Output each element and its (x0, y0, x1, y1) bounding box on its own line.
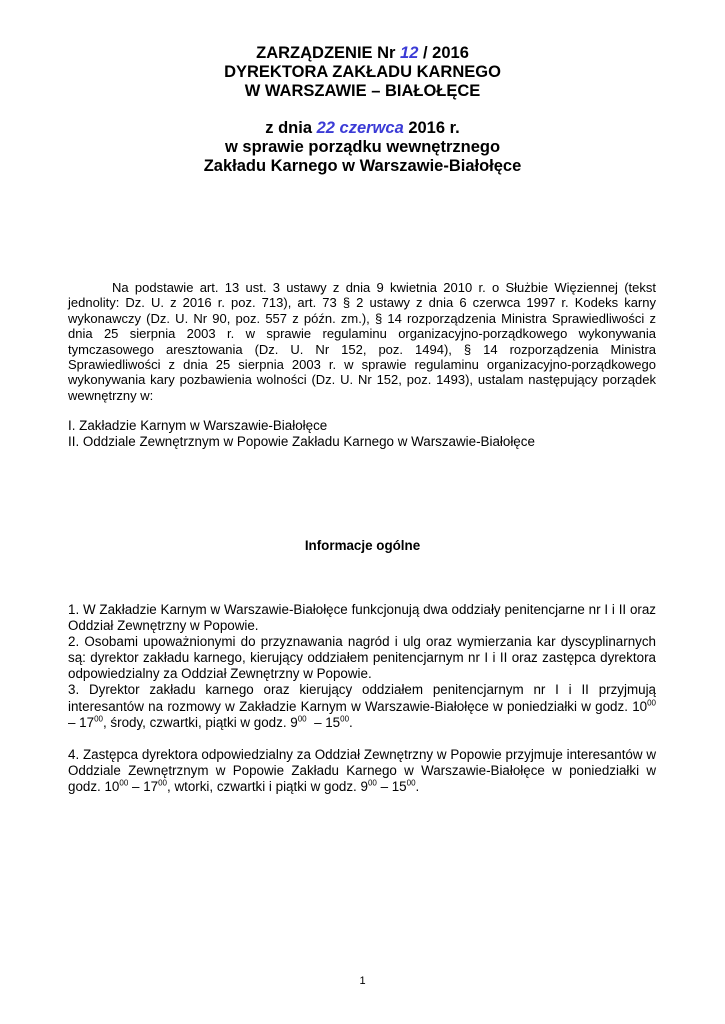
legal-basis-paragraph (68, 280, 656, 403)
unit-item: I. Zakładzie Karnym w Warszawie-Białołęce (68, 418, 328, 433)
order-title: ZARZĄDZENIE Nr 12 / 2016 (256, 44, 469, 62)
legal-basis-text: Na podstawie art. 13 ust. 3 ustawy z dnia 9 kwietnia 2010 r. o Służbie Więziennej (tekst jednolity: Dz. U. z 2016 r. poz. 713), art. 73 § 2 ustawy z dnia 6 czerwca 1997 r. Kodeks karny wykonawczy (Dz. U. Nr 90, poz. 557 z późn. zm.), § 14 rozporządzenia Ministra Sprawiedliwości z dnia 25 sierpnia 2003 r. w sprawie regulaminu organizacyjno-porządkowego wykonywania tymczasowego aresztowania (Dz. U. Nr 152, poz. 1494), § 14 rozporządzenia Ministra Sprawiedliwości z dnia 25 sierpnia 2003 r. w sprawie regulaminu organizacyjno-porządkowego wykonywania kary pozbawienia wolności (Dz. U. Nr 152, poz. 1493), ustalam następujący porządek wewnętrzny w: (68, 280, 656, 403)
point-2: 2. Osobami upoważnionymi do przyznawania nagród i ulg oraz wymierzania kar dyscyplinarnych są: dyrektor zakładu karnego, kierujący oddziałem penitencjarnym nr I i II oraz zastępca dyrektora odpowiedzialny za Oddział Zewnętrzny w Popowie. (68, 634, 656, 682)
order-date-value: 22 czerwca (316, 119, 404, 137)
unit-item: II. Oddziale Zewnętrznym w Popowie Zakładu Karnego w Warszawie-Białołęce (68, 434, 535, 449)
units-list (68, 418, 668, 450)
section-title: Informacje ogólne (304, 538, 421, 553)
issuer-line: DYREKTORA ZAKŁADU KARNEGO (224, 63, 501, 81)
order-number: 12 (400, 44, 419, 62)
point-3: 3. Dyrektor zakładu karnego oraz kierujący oddziałem penitencjarnym nr I i II przyjmują interesantów na rozmowy w Zakładzie Karnym w Warszawie-Białołęce w poniedziałki w godz. $10^{00} - 17^{00}$, środy, czwartki, piątki w godz. $9^{00} - 15^{00}$. (68, 682, 656, 730)
general-info-body (68, 602, 656, 795)
order-date: z dnia 22 czerwca 2016 r. (265, 119, 460, 137)
page-number: 1 (359, 975, 366, 987)
subject-line-2: Zakładu Karnego w Warszawie-Białołęce (203, 157, 522, 175)
point-4: 4. Zastępca dyrektora odpowiedzialny za Oddział Zewnętrzny w Popowie przyjmuje interesantów w Oddziale Zewnętrznym w Popowie Zakładu Karnego w Warszawie-Białołęce w poniedziałki w godz. $10^{00} - 17^{00}$, wtorki, czwartki i piątki w godz. $9^{00} - 15^{00}$. (68, 746, 656, 794)
issuer-location: W WARSZAWIE – BIAŁOŁĘCE (244, 82, 481, 100)
subject-line-1: w sprawie porządku wewnętrznego (224, 138, 501, 156)
point-1: 1. W Zakładzie Karnym w Warszawie-Białołęce funkcjonują dwa oddziały penitencjarne nr I i II oraz Oddział Zewnętrzny w Popowie. (68, 602, 656, 634)
document-header (0, 44, 725, 176)
